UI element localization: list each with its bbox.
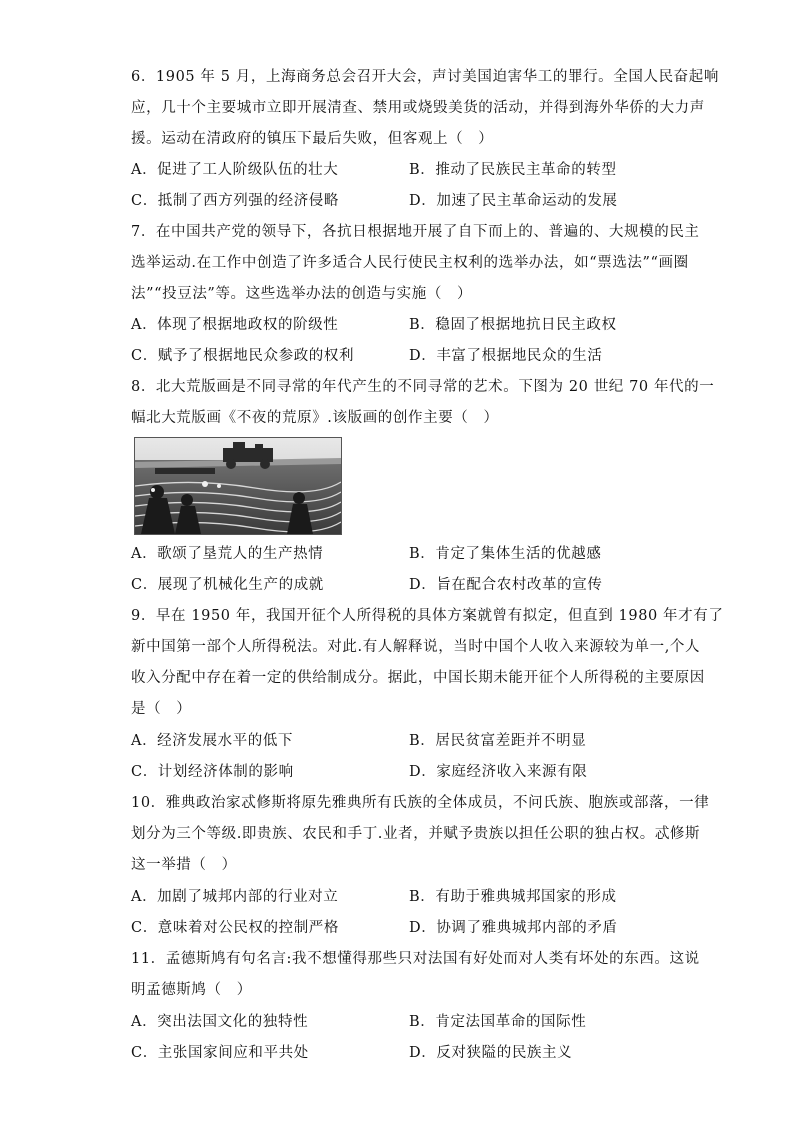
q7-stem-line-2: 选举运动.在工作中创造了许多适合人民行使民主权利的选举办法，如“票选法”“画圈: [131, 255, 689, 271]
q10-option-c: C．意味着对公民权的控制严格: [131, 920, 339, 936]
q11-option-d: D．反对狭隘的民族主义: [409, 1045, 573, 1061]
q9-option-a: A．经济发展水平的低下: [131, 733, 294, 749]
q9-stem-line-4: 是（ ）: [131, 701, 192, 717]
q11-option-c: C．主张国家间应和平共处: [131, 1045, 309, 1061]
q6-stem-line-1: 6．1905 年 5 月，上海商务总会召开大会，声讨美国迫害华工的罪行。全国人民奋起响: [131, 69, 719, 85]
q7-option-b: B．稳固了根据地抗日民主政权: [409, 317, 617, 333]
q9-option-b: B．居民贫富差距并不明显: [409, 733, 587, 749]
q8-stem-line-2: 幅北大荒版画《不夜的荒原》.该版画的创作主要（ ）: [131, 410, 499, 426]
q7-stem-line-1: 7．在中国共产党的领导下，各抗日根据地开展了自下而上的、普遍的、大规模的民主: [131, 224, 700, 240]
q9-stem-line-2: 新中国第一部个人所得税法。对此.有人解释说，当时中国个人收入来源较为单一,个人: [131, 639, 701, 655]
q10-option-d: D．协调了雅典城邦内部的矛盾: [409, 920, 618, 936]
q6-stem-line-2: 应，几十个主要城市立即开展清查、禁用或烧毁美货的活动，并得到海外华侨的大力声: [131, 100, 705, 116]
q9-stem-line-1: 9．早在 1950 年，我国开征个人所得税的具体方案就曾有拟定，但直到 1980 年才有了: [131, 608, 724, 624]
q7-option-d: D．丰富了根据地民众的生活: [409, 348, 603, 364]
q11-option-a: A．突出法国文化的独特性: [131, 1014, 309, 1030]
q7-stem-line-3: 法”“投豆法”等。这些选举办法的创造与实施（ ）: [131, 286, 473, 302]
q11-stem-line-1: 11．孟德斯鸠有句名言:我不想懂得那些只对法国有好处而对人类有坏处的东西。这说: [131, 951, 700, 967]
q10-stem-line-1: 10．雅典政治家忒修斯将原先雅典所有氏族的全体成员，不问氏族、胞族或部落，一律: [131, 795, 710, 811]
woodcut-print-image: [134, 437, 342, 535]
q9-option-c: C．计划经济体制的影响: [131, 764, 294, 780]
q8-option-b: B．肯定了集体生活的优越感: [409, 546, 602, 562]
q9-stem-line-3: 收入分配中存在着一定的供给制成分。据此，中国长期未能开征个人所得税的主要原因: [131, 670, 705, 686]
q8-stem-line-1: 8．北大荒版画是不同寻常的年代产生的不同寻常的艺术。下图为 20 世纪 70 年代的一: [131, 379, 715, 395]
q10-option-a: A．加剧了城邦内部的行业对立: [131, 889, 339, 905]
q11-option-b: B．肯定法国革命的国际性: [409, 1014, 587, 1030]
q7-option-a: A．体现了根据地政权的阶级性: [131, 317, 339, 333]
q8-option-d: D．旨在配合农村改革的宣传: [409, 577, 603, 593]
q6-option-d: D．加速了民主革命运动的发展: [409, 193, 618, 209]
q8-option-c: C．展现了机械化生产的成就: [131, 577, 324, 593]
q11-stem-line-2: 明孟德斯鸠（ ）: [131, 982, 252, 998]
q6-option-b: B．推动了民族民主革命的转型: [409, 162, 617, 178]
q6-option-a: A．促进了工人阶级队伍的壮大: [131, 162, 339, 178]
q7-option-c: C．赋予了根据地民众参政的权利: [131, 348, 355, 364]
q10-stem-line-2: 划分为三个等级.即贵族、农民和手丁.业者，并赋予贵族以担任公职的独占权。忒修斯: [131, 826, 701, 842]
q6-option-c: C．抵制了西方列强的经济侵略: [131, 193, 339, 209]
q9-option-d: D．家庭经济收入来源有限: [409, 764, 588, 780]
q10-option-b: B．有助于雅典城邦国家的形成: [409, 889, 617, 905]
q8-option-a: A．歌颂了垦荒人的生产热情: [131, 546, 324, 562]
q6-stem-line-3: 援。运动在清政府的镇压下最后失败，但客观上（ ）: [131, 131, 494, 147]
q10-stem-line-3: 这一举措（ ）: [131, 857, 237, 873]
